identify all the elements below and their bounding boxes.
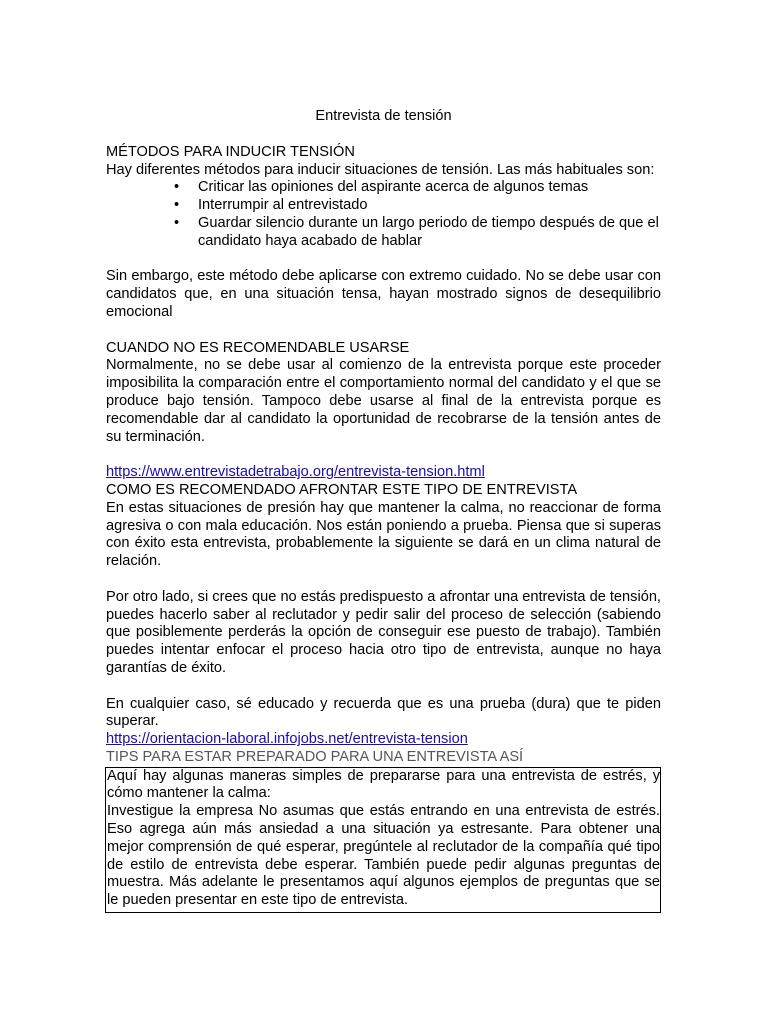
list-item: • Guardar silencio durante un largo periodo de tiempo después de que el candidato haya acabado de hablar <box>174 214 659 249</box>
methods-note: Sin embargo, este método debe aplicarse con extremo cuidado. No se debe usar con candidatos que, en una situación tensa, hayan mostrado signos de desequilibrio emocional <box>106 268 661 320</box>
recommended-paragraph-2: Por otro lado, si crees que no estás predispuesto a afrontar una entrevista de tensión, puedes hacerlo saber al reclutador y pedir salir del proceso de selección (sabiendo que posiblemente perderás la opción de conseguir ese puesto de trabajo). También puedes intentar enfocar el proceso hacia otro tipo de entrevista, aunque no haya garantías de éxito. <box>106 588 661 676</box>
section-heading-methods: MÉTODOS PARA INDUCIR TENSIÓN <box>106 143 355 160</box>
tips-box <box>105 767 661 913</box>
document-body <box>106 108 661 913</box>
not-recommended-body: Normalmente, no se debe usar al comienzo de la entrevista porque este proceder imposibilita la comparación entre el comportamiento normal del candidato y el que se produce bajo tensión. Tampoco debe usarse al final de la entrevista porque es recomendable dar al candidato la oportunidad de recobrarse de la tensión antes de su terminación. <box>106 357 661 445</box>
source-link-infojobs[interactable]: https://orientacion-laboral.infojobs.net/entrevista-tension <box>106 731 468 748</box>
list-item: • Criticar las opiniones del aspirante acerca de algunos temas <box>174 179 589 196</box>
tips-paragraph-1: Aquí hay algunas maneras simples de prepararse para una entrevista de estrés, y cómo mantener la calma: <box>107 767 660 802</box>
section-heading-recommended: COMO ES RECOMENDADO AFRONTAR ESTE TIPO DE ENTREVISTA <box>106 481 578 498</box>
recommended-paragraph-1: En estas situaciones de presión hay que mantener la calma, no reaccionar de forma agresiva o con mala educación. Nos están poniendo a prueba. Piensa que si superas con éxito esta entrevista, probablemente la siguiente se dará en un clima natural de relación. <box>106 499 661 570</box>
list-item: • Interrumpir al entrevistado <box>174 197 368 214</box>
section-heading-not-recommended: CUANDO NO ES RECOMENDABLE USARSE <box>106 339 410 356</box>
bullet-icon: • <box>174 197 180 214</box>
source-link-entrevistadetrabajo[interactable]: https://www.entrevistadetrabajo.org/entrevista-tension.html <box>106 464 485 481</box>
bullet-icon: • <box>174 214 180 231</box>
methods-list <box>106 179 661 250</box>
bullet-icon: • <box>174 179 180 196</box>
document-title: Entrevista de tensión <box>315 108 452 124</box>
section-heading-tips: TIPS PARA ESTAR PREPARADO PARA UNA ENTREVISTA ASÍ <box>106 748 524 765</box>
recommended-paragraph-3: En cualquier caso, sé educado y recuerda que es una prueba (dura) que te piden superar. <box>106 695 661 730</box>
methods-intro: Hay diferentes métodos para inducir situaciones de tensión. Las más habituales son: <box>106 161 655 178</box>
tips-paragraph-2: Investigue la empresa No asumas que estás entrando en una entrevista de estrés. Eso agrega aún más ansiedad a una situación ya estresante. Para obtener una mejor comprensión de qué esperar, pregúntele al reclutador de la compañía qué tipo de estilo de entrevista debe esperar. También puede pedir algunas preguntas de muestra. Más adelante le presentamos aquí algunos ejemplos de preguntas que se le pueden presentar en este tipo de entrevista. <box>107 803 660 909</box>
